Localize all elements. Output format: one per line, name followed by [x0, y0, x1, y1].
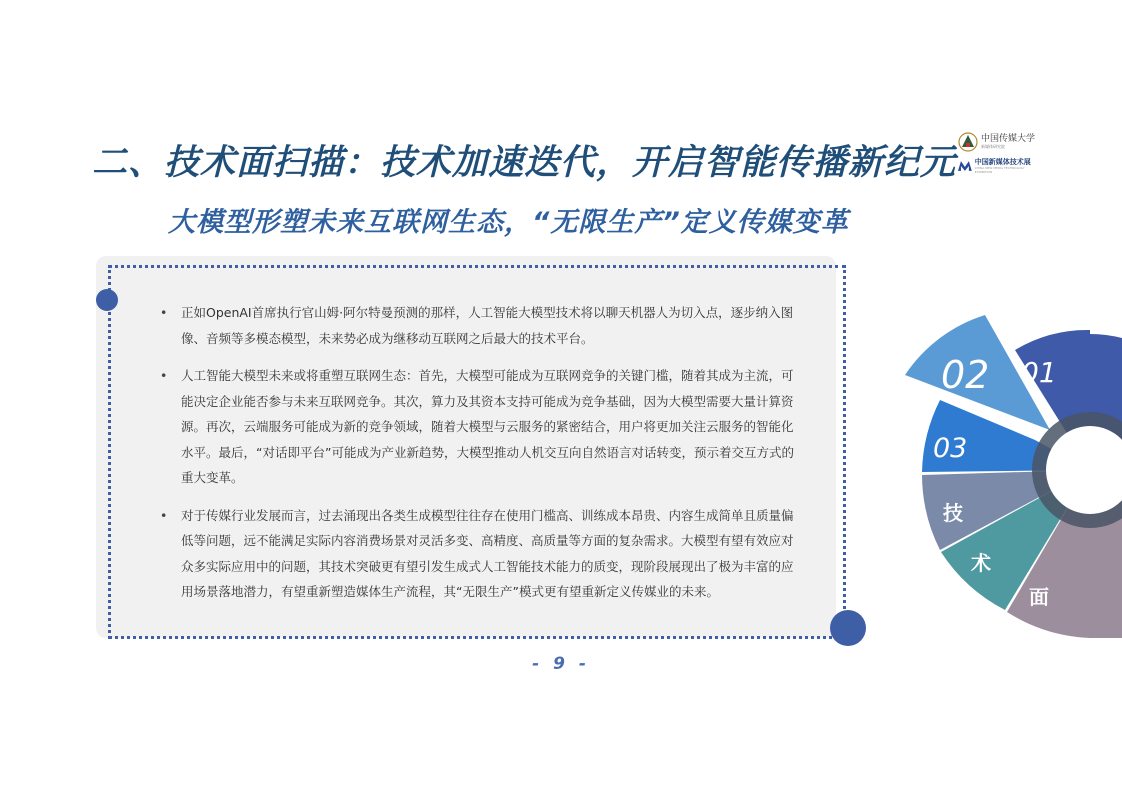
- page-subtitle: 大模型形塑未来互联网生态，“无限生产”定义传媒变革: [168, 207, 849, 238]
- expo-name: 中国新媒体技术展: [974, 158, 1031, 166]
- logo-group: [958, 132, 1042, 180]
- wheel-label-shu: 术: [971, 551, 991, 575]
- decorative-dot-right: [830, 610, 866, 646]
- wheel-label-mian: 面: [1029, 585, 1049, 609]
- decorative-dot-left: [96, 289, 118, 311]
- page-number: - 9 -: [532, 654, 590, 674]
- expo-subname: CHINA NEW MEDIA TECHNOLOGY EXHIBITION: [974, 166, 1025, 174]
- bullet-item: • 人工智能大模型未来或将重塑互联网生态：首先，大模型可能成为互联网竞争的关键门槛，随着其成为主流，可能决定企业能否参与未来互联网竞争。其次，算力及其资本支持可能成为竞争基础，因为大模型需要大量计算资源。再次，云端服务可能成为新的竞争领域，随着大模型与云服务的紧密结合，用户将更加关注云服务的智能化水平。最后，“对话即平台”可能成为产业新趋势，大模型推动人机交互向自然语言对话转变，预示着交互方式的重大变革。: [160, 363, 800, 491]
- bullet-item: • 对于传媒行业发展而言，过去涌现出各类生成模型往往存在使用门槛高、训练成本昂贵、内容生成简单且质量偏低等问题，远不能满足实际内容消费场景对灵活多变、高精度、高质量等方面的复杂需求。大模型有望有效应对众多实际应用中的问题，其技术突破更有望引发生成式人工智能技术能力的质变，现阶段展现出了极为丰富的应用场景落地潜力，有望重新塑造媒体生产流程，其“无限生产”模式更有望重新定义传媒业的未来。: [160, 503, 800, 605]
- expo-mark-icon: [958, 161, 972, 171]
- bullet-item: • 正如OpenAI首席执行官山姆·阿尔特曼预测的那样，人工智能大模型技术将以聊天机器人为切入点，逐步纳入图像、音频等多模态模型，未来势必成为继移动互联网之后最大的技术平台。: [160, 300, 800, 351]
- page-title: 二、技术面扫描：技术加速迭代，开启智能传播新纪元: [92, 143, 957, 183]
- expo-logo: [958, 158, 1042, 174]
- wheel-label-ji: 技: [943, 501, 963, 525]
- university-name: 中国传媒大学: [981, 134, 1036, 144]
- university-logo: [958, 132, 1042, 152]
- wheel-label-03: 03: [933, 433, 968, 464]
- wheel-label-02: 02: [941, 353, 990, 397]
- university-subname: 新媒体研究院: [981, 144, 1005, 149]
- university-seal-icon: [958, 132, 978, 152]
- section-wheel: [895, 300, 1122, 640]
- bullet-list: [160, 300, 800, 617]
- wheel-label-01: 01: [1021, 356, 1057, 389]
